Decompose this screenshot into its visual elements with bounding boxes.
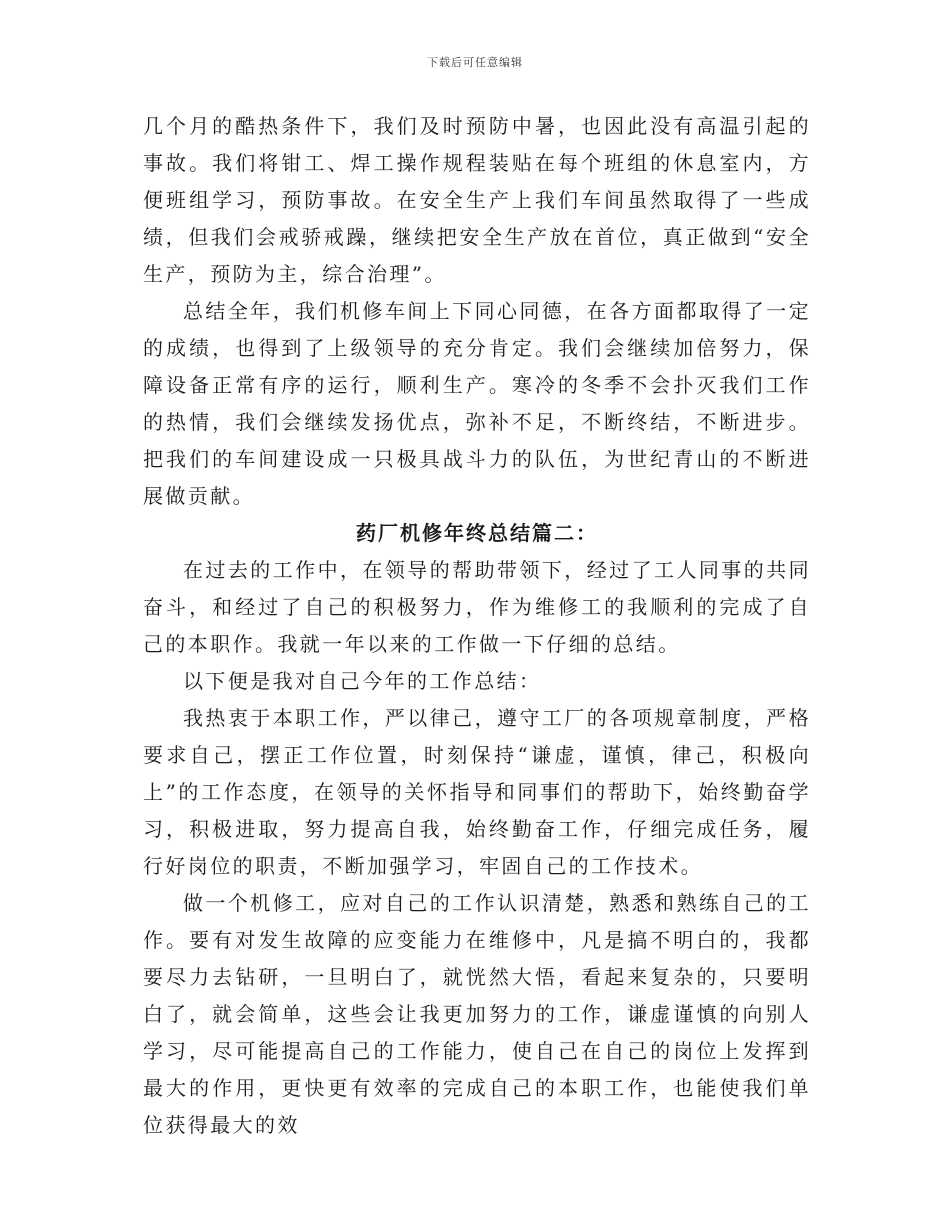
paragraph-year-summary: 总结全年，我们机修车间上下同心同德，在各方面都取得了一定的成绩，也得到了上级领导的充分肯定。我们会继续加倍努力，保障设备正常有序的运行，顺利生产。寒冷的冬季不会扑灭我们工作的热情，我们会继续发扬优点，弥补不足，不断终结，不断进步。把我们的车间建设成一只极具战斗力的队伍，为世纪青山的不断进展做贡献。 [143, 299, 811, 508]
page-header-note: 下载后可任意编辑 [427, 56, 523, 69]
paragraph-lead-in: 以下便是我对自己今年的工作总结： [183, 669, 542, 693]
paragraph-mechanic-duties: 做一个机修工，应对自己的工作认识清楚，熟悉和熟练自己的工作。要有对发生故障的应变能力在维修中，凡是搞不明白的，我都要尽力去钻研，一旦明白了，就恍然大悟，看起来复杂的，只要明白了，就会简单，这些会让我更加努力的工作，谦虚谨慎的向别人学习，尽可能提高自己的工作能力，使自己在自己的岗位上发挥到最大的作用，更快更有效率的完成自己的本职工作，也能使我们单位获得最大的效 [143, 891, 811, 1137]
paragraph-intro: 在过去的工作中，在领导的帮助带领下，经过了工人同事的共同奋斗，和经过了自己的积极努力，作为维修工的我顺利的完成了自己的本职作。我就一年以来的工作做一下仔细的总结。 [143, 558, 811, 656]
paragraph-safety-continued: 几个月的酷热条件下，我们及时预防中暑，也因此没有高温引起的事故。我们将钳工、焊工操作规程装贴在每个班组的休息室内，方便班组学习，预防事故。在安全生产上我们车间虽然取得了一些成绩，但我们会戒骄戒躁，继续把安全生产放在首位，真正做到“安全生产，预防为主，综合治理”。 [143, 114, 811, 286]
document-body [143, 108, 811, 1144]
section-title: 药厂机修年终总结篇二： [356, 521, 598, 545]
paragraph-work-attitude: 我热衷于本职工作，严以律己，遵守工厂的各项规章制度，严格要求自己，摆正工作位置，时刻保持“谦虚，谨慎，律己，积极向上”的工作态度，在领导的关怀指导和同事们的帮助下，始终勤奋学习，积极进取，努力提高自我，始终勤奋工作，仔细完成任务，履行好岗位的职责，不断加强学习，牢固自己的工作技术。 [143, 706, 811, 878]
